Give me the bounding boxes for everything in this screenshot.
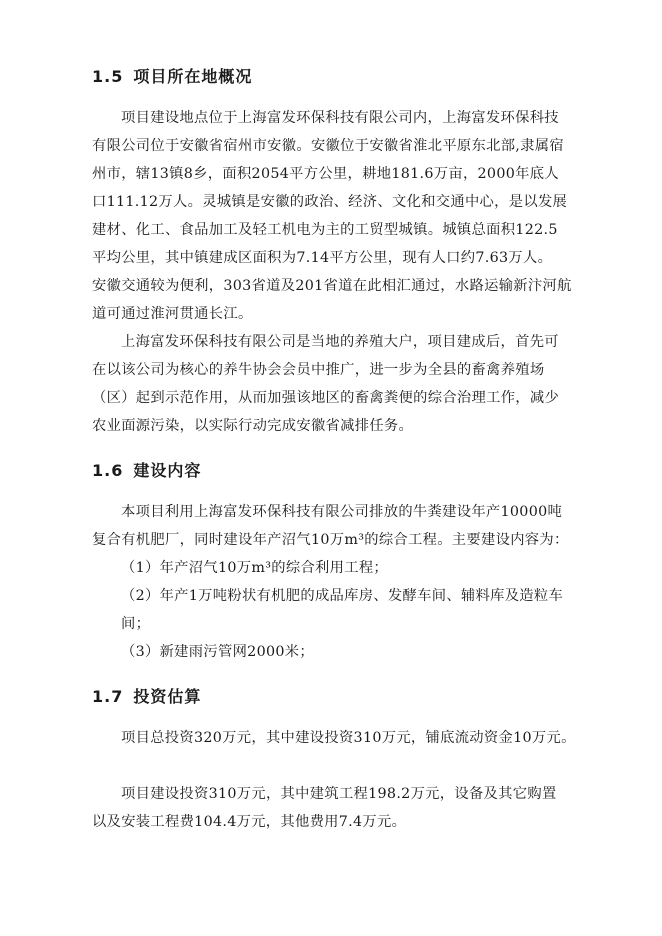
paragraph-line: 本项目利用上海富发环保科技有限公司排放的牛粪建设年产10000吨	[121, 504, 563, 520]
section-heading-1-6	[92, 458, 201, 481]
paragraph-line: 安徽交通较为便利，303省道及201省道在此相汇通过，水路运输新汴河航	[92, 278, 572, 294]
paragraph-line: 建材、化工、食品加工及轻工机电为主的工贸型城镇。城镇总面积122.5	[92, 222, 558, 238]
paragraph-line: 项目建设地点位于上海富发环保科技有限公司内，上海富发环保科技	[121, 110, 559, 126]
paragraph-line: 道可通过淮河贯通长江。	[92, 306, 253, 322]
paragraph-line: 口111.12万人。灵城镇是安徽的政治、经济、文化和交通中心，是以发展	[92, 194, 568, 210]
section-number: 1.5	[92, 67, 124, 86]
list-item: （2）年产1万吨粉状有机肥的成品库房、发酵车间、辅料库及造粒车	[121, 588, 564, 604]
paragraph-line: 项目建设投资310万元，其中建筑工程198.2万元，设备及其它购置	[121, 786, 557, 802]
section-number: 1.6	[92, 461, 124, 480]
paragraph-line: 上海富发环保科技有限公司是当地的养殖大户，项目建成后，首先可	[121, 334, 559, 350]
list-item: （1）年产沼气10万m³的综合利用工程；	[121, 560, 389, 576]
section-title: 投资估算	[133, 687, 202, 706]
paragraph-line: 在以该公司为核心的养牛协会会员中推广，进一步为全县的畜禽养殖场	[92, 362, 545, 378]
paragraph-line: 复合有机肥厂，同时建设年产沼气10万m³的综合工程。主要建设内容为：	[92, 532, 569, 548]
paragraph-line: 州市，辖13镇8乡，面积2054平方公里，耕地181.6万亩，2000年底人	[92, 166, 559, 182]
paragraph-line: （区）起到示范作用，从而加强该地区的畜禽粪便的综合治理工作，减少	[92, 390, 560, 406]
paragraph-line: 平均公里，其中镇建成区面积为7.14平方公里，现有人口约7.63万人。	[92, 250, 553, 266]
paragraph-line: 项目总投资320万元，其中建设投资310万元，铺底流动资金10万元。	[121, 730, 576, 746]
section-number: 1.7	[92, 687, 124, 706]
section-title: 项目所在地概况	[133, 67, 253, 86]
paragraph-line: 以及安装工程费104.4万元，其他费用7.4万元。	[92, 814, 407, 830]
list-item: （3）新建雨污管网2000米；	[121, 644, 314, 660]
paragraph-line: 农业面源污染，以实际行动完成安徽省减排任务。	[92, 418, 414, 434]
section-heading-1-5	[92, 64, 252, 87]
section-heading-1-7	[92, 684, 201, 707]
list-item-continuation: 间；	[121, 616, 151, 632]
section-title: 建设内容	[133, 461, 202, 480]
paragraph-line: 有限公司位于安徽省宿州市安徽。安徽位于安徽省淮北平原东北部,隶属宿	[92, 138, 564, 154]
